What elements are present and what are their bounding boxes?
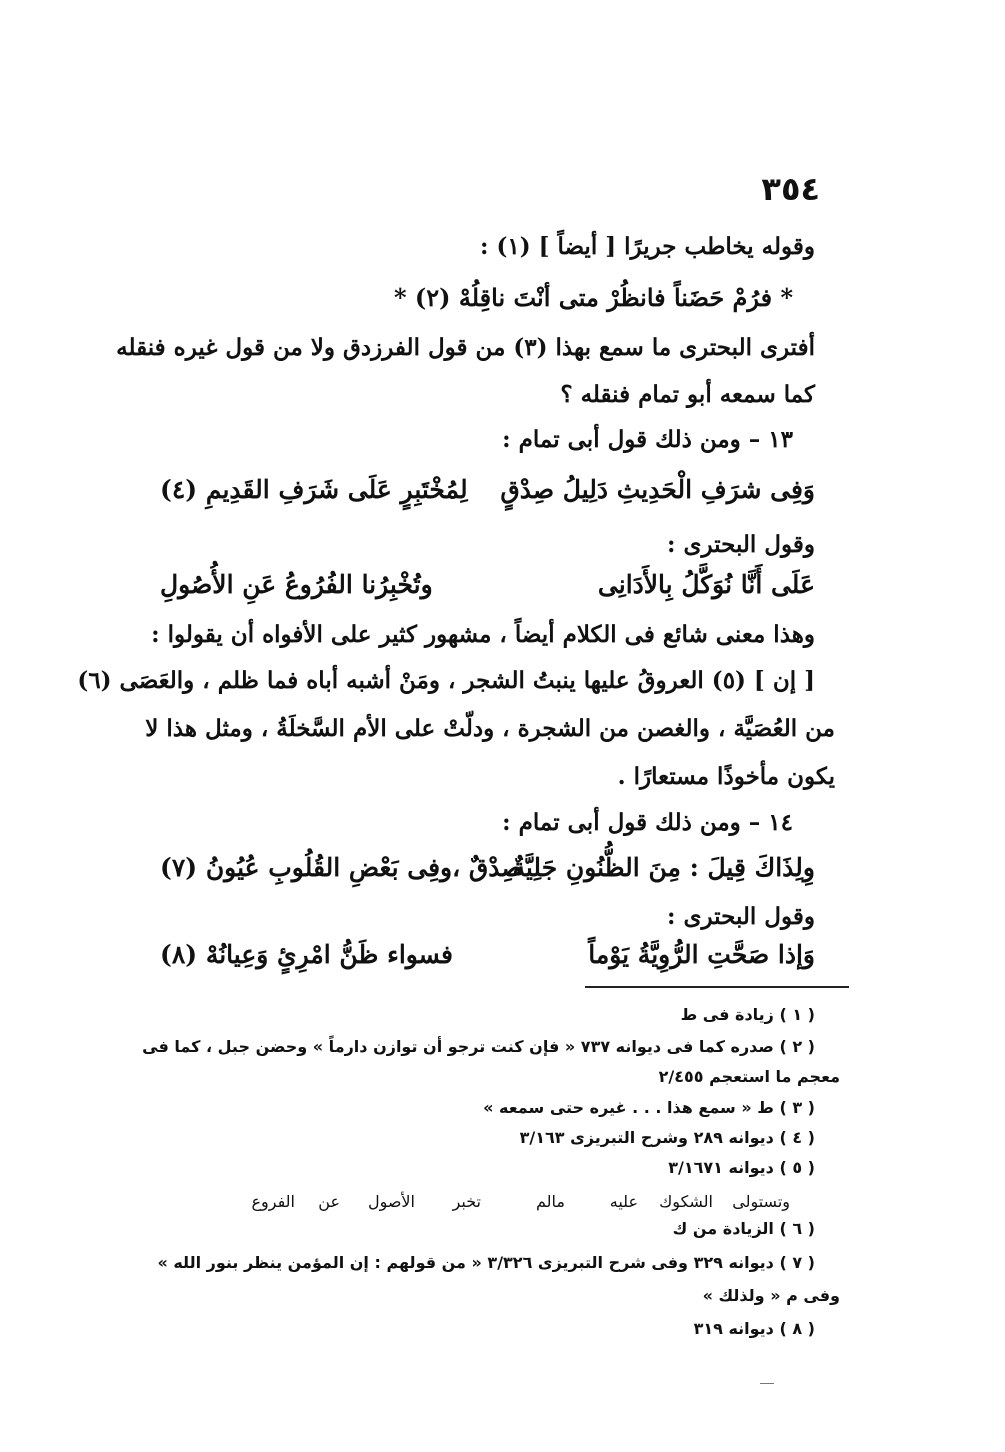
- verse-hemistich: لِمُخْتَبِرٍ عَلَى شَرَفِ القَدِيمِ (٤): [160, 475, 468, 504]
- text-line: أفترى البحترى ما سمع بهذا (٣) من قول الفرزدق ولا من قول غيره فنقله: [116, 334, 815, 361]
- footnote-verse-word: عن: [318, 1192, 340, 1211]
- verse-hemistich: وَإذا صَحَّتِ الرُّوِيَّةُ يَوْماً: [588, 940, 815, 969]
- text-line: من العُصَيَّة ، والغصن من الشجرة ، ودلّتْ على الأم السَّخلَةُ ، ومثل هذا لا: [145, 715, 835, 742]
- footnote: ( ٦ ) الزيادة من ك: [672, 1219, 815, 1238]
- footnote: معجم ما استعجم ٢/٤٥٥: [658, 1067, 840, 1086]
- verse-hemistich: وتُخْبِرُنا الفُرُوعُ عَنِ الأُصُولِ: [160, 570, 433, 599]
- footnote: ( ٢ ) صدره كما فى ديوانه ٧٣٧ « فإن كنت ترجو أن توازن دارماً » وحضن جبل ، كما فى: [142, 1037, 815, 1056]
- footnote: وفى م « ولذلك »: [702, 1286, 840, 1305]
- footnote-verse-word: وتستولى: [732, 1192, 790, 1211]
- footnote-verse-word: الشكوك: [659, 1192, 713, 1211]
- text-line: يكون مأخوذًا مستعارًا .: [617, 763, 835, 790]
- footnote-separator: [585, 986, 849, 988]
- footnote: ( ٨ ) ديوانه ٣١٩: [693, 1319, 815, 1338]
- footnote-verse-word: الفروع: [251, 1192, 295, 1211]
- text-line: ١٣ – ومن ذلك قول أبى تمام :: [502, 426, 793, 453]
- footnote-verse-word: عليه: [609, 1192, 638, 1211]
- footnote: ( ٥ ) ديوانه ٣/١٦٧١: [668, 1158, 815, 1177]
- text-line: وقول البحترى :: [666, 903, 815, 930]
- verse-hemistich: عَلَى أَنَّا نُوَكَّلُ بِالأَدَانِى: [597, 570, 815, 599]
- footnote-verse-word: الأصول: [367, 1192, 415, 1211]
- verse-hemistich: صِدْقٌ ،وفِى بَعْضِ القُلُوبِ عُيُونُ (٧): [160, 853, 523, 882]
- text-line: وهذا معنى شائع فى الكلام أيضاً ، مشهور كثير على الأفواه أن يقولوا :: [151, 621, 815, 648]
- footnote: ( ٧ ) ديوانه ٣٢٩ وفى شرح التبريزى ٣/٣٢٦ « من قولهم : إن المؤمن ينظر بنور الله »: [157, 1253, 815, 1272]
- verse-hemistich: وَفِى شرَفِ الْحَدِيثِ دَلِيلُ صِدْقٍ: [500, 475, 815, 504]
- footnote-verse-word: تخبر: [452, 1192, 481, 1211]
- verse-hemistich: فسواء ظَنُّ امْرِئٍ وَعِيانُهْ (٨): [160, 940, 453, 969]
- text-line: ١٤ – ومن ذلك قول أبى تمام :: [502, 809, 793, 836]
- text-line: * فرُمْ حَضَناً فانظُرْ متى أنْتَ ناقِلُهْ (٢) *: [393, 283, 793, 312]
- footnote: ( ١ ) زيادة فى ط: [680, 1005, 815, 1024]
- footnote-verse-word: مالم: [536, 1192, 565, 1211]
- text-line: وقوله يخاطب جريرًا [ أيضاً ] (١) :: [479, 233, 815, 260]
- page-mark: [760, 1383, 774, 1384]
- verse-hemistich: وِلِذَاكَ قِيلَ : مِنَ الظُّنُونِ جَلِيَّةٌ: [512, 853, 815, 882]
- footnote: ( ٣ ) ط « سمع هذا . . . غيره حتى سمعه »: [483, 1098, 815, 1117]
- footnote: ( ٤ ) ديوانه ٢٨٩ وشرح التبريزى ٣/١٦٣: [519, 1128, 815, 1147]
- text-line: كما سمعه أبو تمام فنقله ؟: [560, 381, 815, 408]
- text-line: [ إن ] (٥) العروقُ عليها ينبتُ الشجر ، ومَنْ أشبه أباه فما ظلم ، والعَصَى (٦): [77, 667, 815, 694]
- page-number: ٣٥٤: [761, 170, 820, 208]
- text-line: وقول البحترى :: [666, 531, 815, 558]
